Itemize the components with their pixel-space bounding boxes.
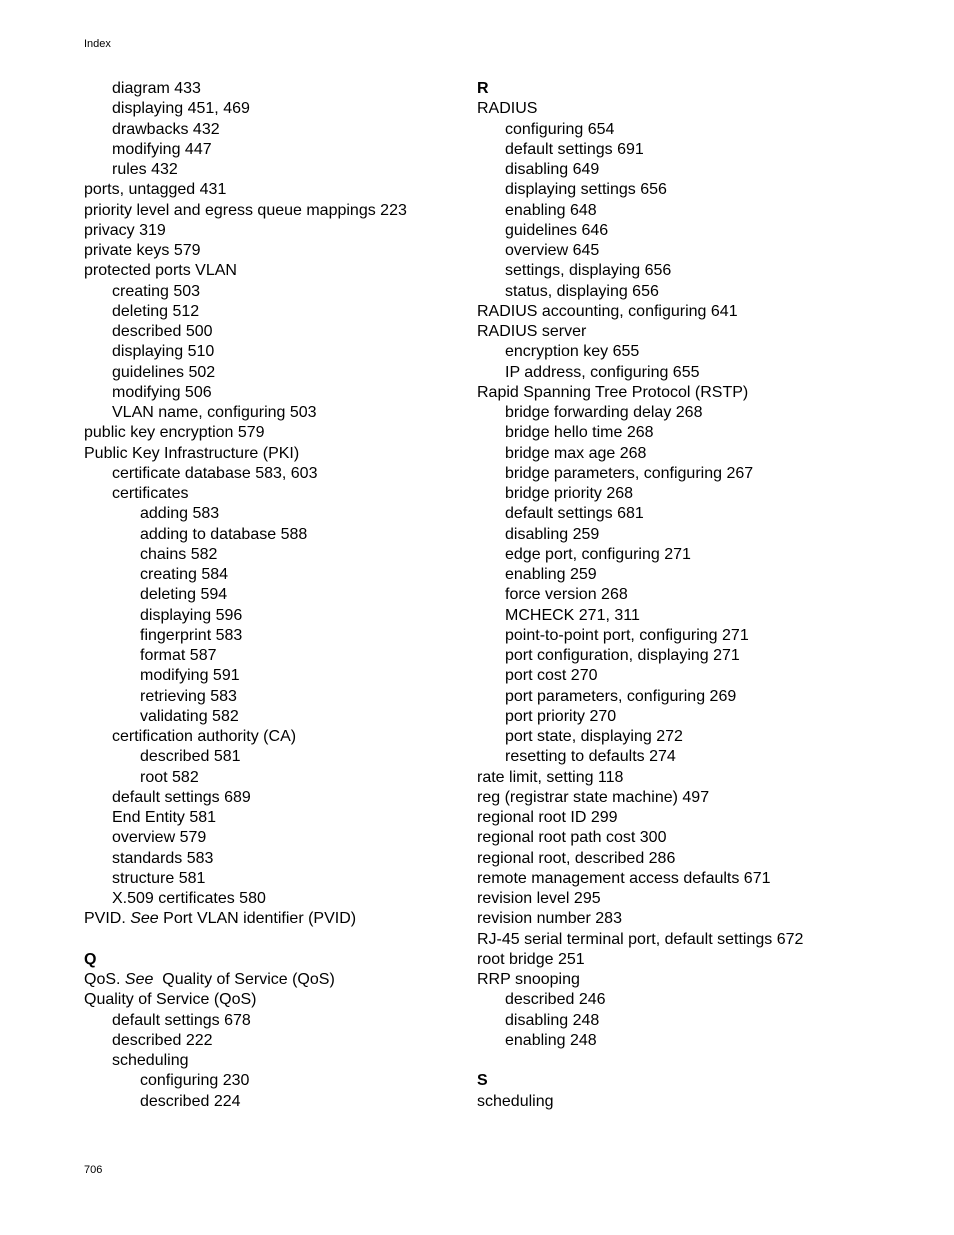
index-subentry: default settings 681: [505, 505, 644, 523]
index-subsubentry: adding 583: [140, 505, 220, 523]
index-subentry: bridge forwarding delay 268: [505, 404, 703, 421]
see-keyword: See: [124, 971, 154, 988]
index-subsubentry: fingerprint 583: [140, 626, 243, 644]
index-subentry: default settings 689: [112, 788, 251, 806]
index-entry: RADIUS accounting, configuring 641: [477, 302, 738, 320]
index-subentry: X.509 certificates 580: [112, 890, 266, 907]
index-subentry: modifying 506: [112, 383, 212, 401]
index-entry: regional root path cost 300: [477, 829, 667, 847]
index-subentry: default settings 691: [505, 140, 644, 158]
index-subentry: disabling 259: [505, 525, 600, 543]
index-subentry: rules 432: [112, 161, 178, 178]
index-subentry: described 500: [112, 323, 213, 340]
index-entry: RADIUS: [477, 100, 538, 118]
index-subentry: creating 503: [112, 282, 201, 300]
index-subentry: MCHECK 271, 311: [505, 606, 640, 624]
index-subentry: guidelines 646: [505, 221, 609, 239]
index-subentry: settings, displaying 656: [505, 262, 672, 280]
index-section-letter: R: [477, 80, 489, 97]
index-entry: public key encryption 579: [84, 424, 265, 442]
see-term: QoS.: [84, 971, 125, 988]
index-subentry: described 222: [112, 1031, 213, 1049]
index-subentry: port state, displaying 272: [505, 728, 683, 745]
see-target: Port VLAN identifier (PVID): [158, 910, 357, 928]
index-column-right: [477, 79, 897, 1112]
index-subsubentry: retrieving 583: [140, 687, 237, 705]
index-subsubentry: adding to database 588: [140, 525, 308, 543]
index-subentry: deleting 512: [112, 302, 200, 320]
index-subentry: overview 645: [505, 242, 600, 259]
index-entry: root bridge 251: [477, 950, 585, 968]
index-entry: Quality of Service (QoS): [84, 991, 257, 1009]
index-subentry: disabling 649: [505, 161, 600, 178]
index-entry: regional root ID 299: [477, 809, 618, 826]
index-subsubentry: configuring 230: [140, 1072, 250, 1090]
index-subentry: displaying 510: [112, 343, 215, 361]
index-section-letter: S: [477, 1072, 488, 1090]
index-see-reference: [84, 970, 504, 990]
index-entry: remote management access defaults 671: [477, 869, 771, 887]
index-subentry: port priority 270: [505, 707, 617, 725]
index-subsubentry: modifying 591: [140, 667, 240, 685]
index-entry: Public Key Infrastructure (PKI): [84, 444, 300, 462]
index-entry: RADIUS server: [477, 323, 587, 340]
index-entry: priority level and egress queue mappings 223: [84, 201, 407, 219]
index-subentry: bridge hello time 268: [505, 424, 654, 442]
index-subentry: force version 268: [505, 586, 628, 604]
section-spacer: [477, 1051, 897, 1071]
index-entry: RJ-45 serial terminal port, default settings 672: [477, 930, 804, 948]
index-entry: private keys 579: [84, 242, 201, 259]
index-subentry: drawbacks 432: [112, 120, 220, 138]
index-subentry: edge port, configuring 271: [505, 545, 691, 563]
index-entry: ports, untagged 431: [84, 181, 227, 199]
index-subentry: diagram 433: [112, 80, 201, 97]
index-subentry: point-to-point port, configuring 271: [505, 626, 749, 644]
index-subsubentry: displaying 596: [140, 606, 243, 624]
index-subentry: guidelines 502: [112, 363, 216, 381]
index-entry: scheduling: [477, 1092, 554, 1110]
index-entry: regional root, described 286: [477, 849, 676, 867]
see-term: PVID.: [84, 910, 131, 928]
index-subentry: status, displaying 656: [505, 282, 659, 300]
index-subentry: End Entity 581: [112, 809, 217, 826]
see-keyword: See: [130, 910, 159, 928]
index-subentry: default settings 678: [112, 1011, 251, 1029]
index-subentry: enabling 259: [505, 566, 597, 583]
index-subentry: modifying 447: [112, 140, 212, 158]
index-subentry: configuring 654: [505, 120, 615, 138]
index-subentry: port configuration, displaying 271: [505, 647, 740, 664]
index-subentry: certification authority (CA): [112, 728, 297, 745]
section-spacer: [84, 930, 504, 950]
index-subentry: standards 583: [112, 849, 214, 867]
index-see-reference: [84, 909, 504, 929]
index-subentry: resetting to defaults 274: [505, 748, 676, 766]
index-subentry: encryption key 655: [505, 343, 640, 361]
running-head: Index: [84, 38, 111, 50]
see-target: Quality of Service (QoS): [153, 971, 335, 988]
index-entry: revision number 283: [477, 910, 622, 928]
index-subentry: VLAN name, configuring 503: [112, 404, 317, 421]
index-column-left: [84, 79, 504, 1112]
index-entry: Rapid Spanning Tree Protocol (RSTP): [477, 383, 749, 401]
index-subentry: certificate database 583, 603: [112, 464, 318, 482]
index-subentry: disabling 248: [505, 1011, 600, 1029]
index-subsubentry: chains 582: [140, 545, 218, 563]
index-entry: rate limit, setting 118: [477, 768, 624, 786]
index-subentry: scheduling: [112, 1052, 189, 1069]
index-entry: reg (registrar state machine) 497: [477, 788, 710, 806]
index-subsubentry: deleting 594: [140, 586, 228, 604]
index-subsubentry: described 581: [140, 748, 241, 766]
index-subsubentry: described 224: [140, 1092, 241, 1110]
index-subentry: bridge parameters, configuring 267: [505, 464, 754, 482]
index-subentry: structure 581: [112, 869, 206, 887]
index-subentry: enabling 648: [505, 201, 597, 219]
index-subentry: bridge max age 268: [505, 444, 647, 462]
index-subentry: displaying 451, 469: [112, 100, 250, 118]
index-entry: privacy 319: [84, 221, 166, 239]
index-subentry: displaying settings 656: [505, 181, 667, 199]
index-subentry: port parameters, configuring 269: [505, 687, 737, 705]
index-subentry: described 246: [505, 991, 606, 1009]
index-subsubentry: validating 582: [140, 707, 239, 725]
page-number: 706: [84, 1164, 103, 1176]
index-entry: RRP snooping: [477, 971, 580, 988]
index-subsubentry: creating 584: [140, 566, 229, 583]
index-subentry: IP address, configuring 655: [505, 363, 700, 381]
index-entry: protected ports VLAN: [84, 262, 237, 280]
index-subsubentry: root 582: [140, 768, 199, 786]
index-subentry: bridge priority 268: [505, 485, 634, 502]
index-subentry: certificates: [112, 485, 189, 502]
index-section-letter: Q: [84, 950, 97, 968]
index-subentry: enabling 248: [505, 1031, 597, 1049]
index-subentry: port cost 270: [505, 667, 598, 685]
index-subentry: overview 579: [112, 829, 207, 847]
index-subsubentry: format 587: [140, 647, 217, 664]
index-entry: revision level 295: [477, 890, 601, 907]
